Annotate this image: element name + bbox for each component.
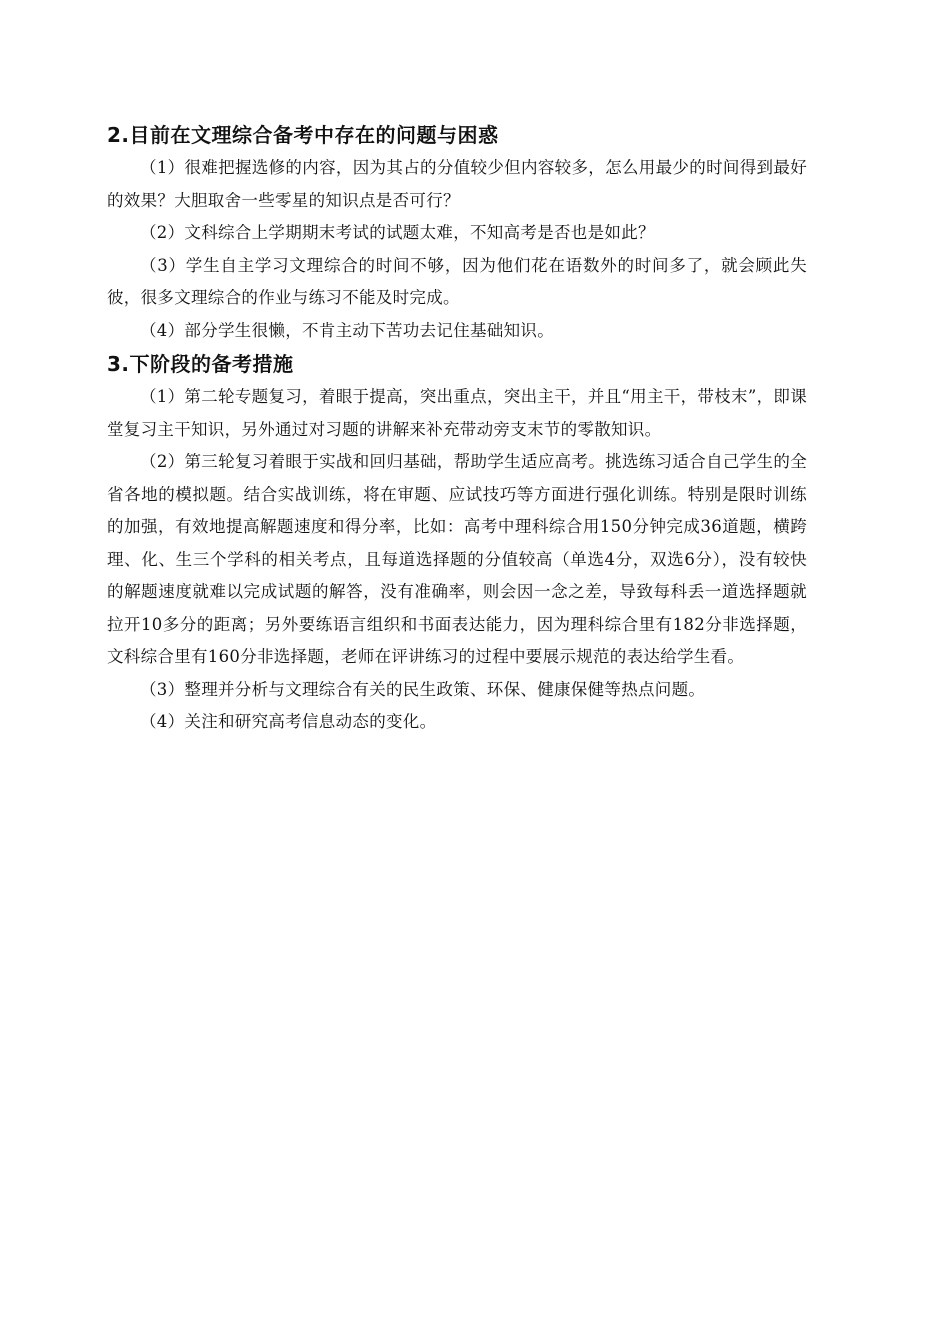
paragraph-measure-3: （3）整理并分析与文理综合有关的民生政策、环保、健康保健等热点问题。 (140, 679, 706, 699)
paragraph-measure-4: （4）关注和研究高考信息动态的变化。 (140, 712, 437, 731)
paragraph-problem-2: （2）文科综合上学期期末考试的试题太难，不知高考是否也是如此？ (140, 223, 655, 242)
section-title-problems: 2.目前在文理综合备考中存在的问题与困惑 (107, 123, 499, 147)
paragraph-measure-2: （2）第三轮复习着眼于实战和回归基础，帮助学生适应高考。挑选练习适合自己学生的全省各地的模拟题。结合实战训练，将在审题、应试技巧等方面进行强化训练。特别是限时训练的加强，有效地提高解题速度和得分率，比如：高考中理科综合用150分钟完成36道题，横跨理、化、生三个学科的相关考点，且每道选择题的分值较高（单选4分，双选6分），没有较快的解题速度就难以完成试题的解答，没有准确率，则会因一念之差，导致每科丢一道选择题就拉开10多分的距离；另外要练语言组织和书面表达能力，因为理科综合里有182分非选择题，文科综合里有160分非选择题，老师在评讲练习的过程中要展示规范的表达给学生看。 (107, 452, 807, 666)
document-page (107, 118, 807, 739)
section-title-measures: 3.下阶段的备考措施 (107, 352, 294, 376)
paragraph-problem-1: （1）很难把握选修的内容，因为其占的分值较少但内容较多，怎么用最少的时间得到最好的效果？大胆取舍一些零星的知识点是否可行？ (107, 158, 807, 210)
paragraph-problem-3: （3）学生自主学习文理综合的时间不够，因为他们花在语数外的时间多了，就会顾此失彼，很多文理综合的作业与练习不能及时完成。 (107, 255, 807, 307)
paragraph-measure-1: （1）第二轮专题复习，着眼于提高，突出重点，突出主干，并且“用主干，带枝末”，即课堂复习主干知识，另外通过对习题的讲解来补充带动旁支末节的零散知识。 (107, 387, 807, 439)
paragraph-problem-4: （4）部分学生很懒，不肯主动下苦功去记住基础知识。 (140, 320, 554, 340)
